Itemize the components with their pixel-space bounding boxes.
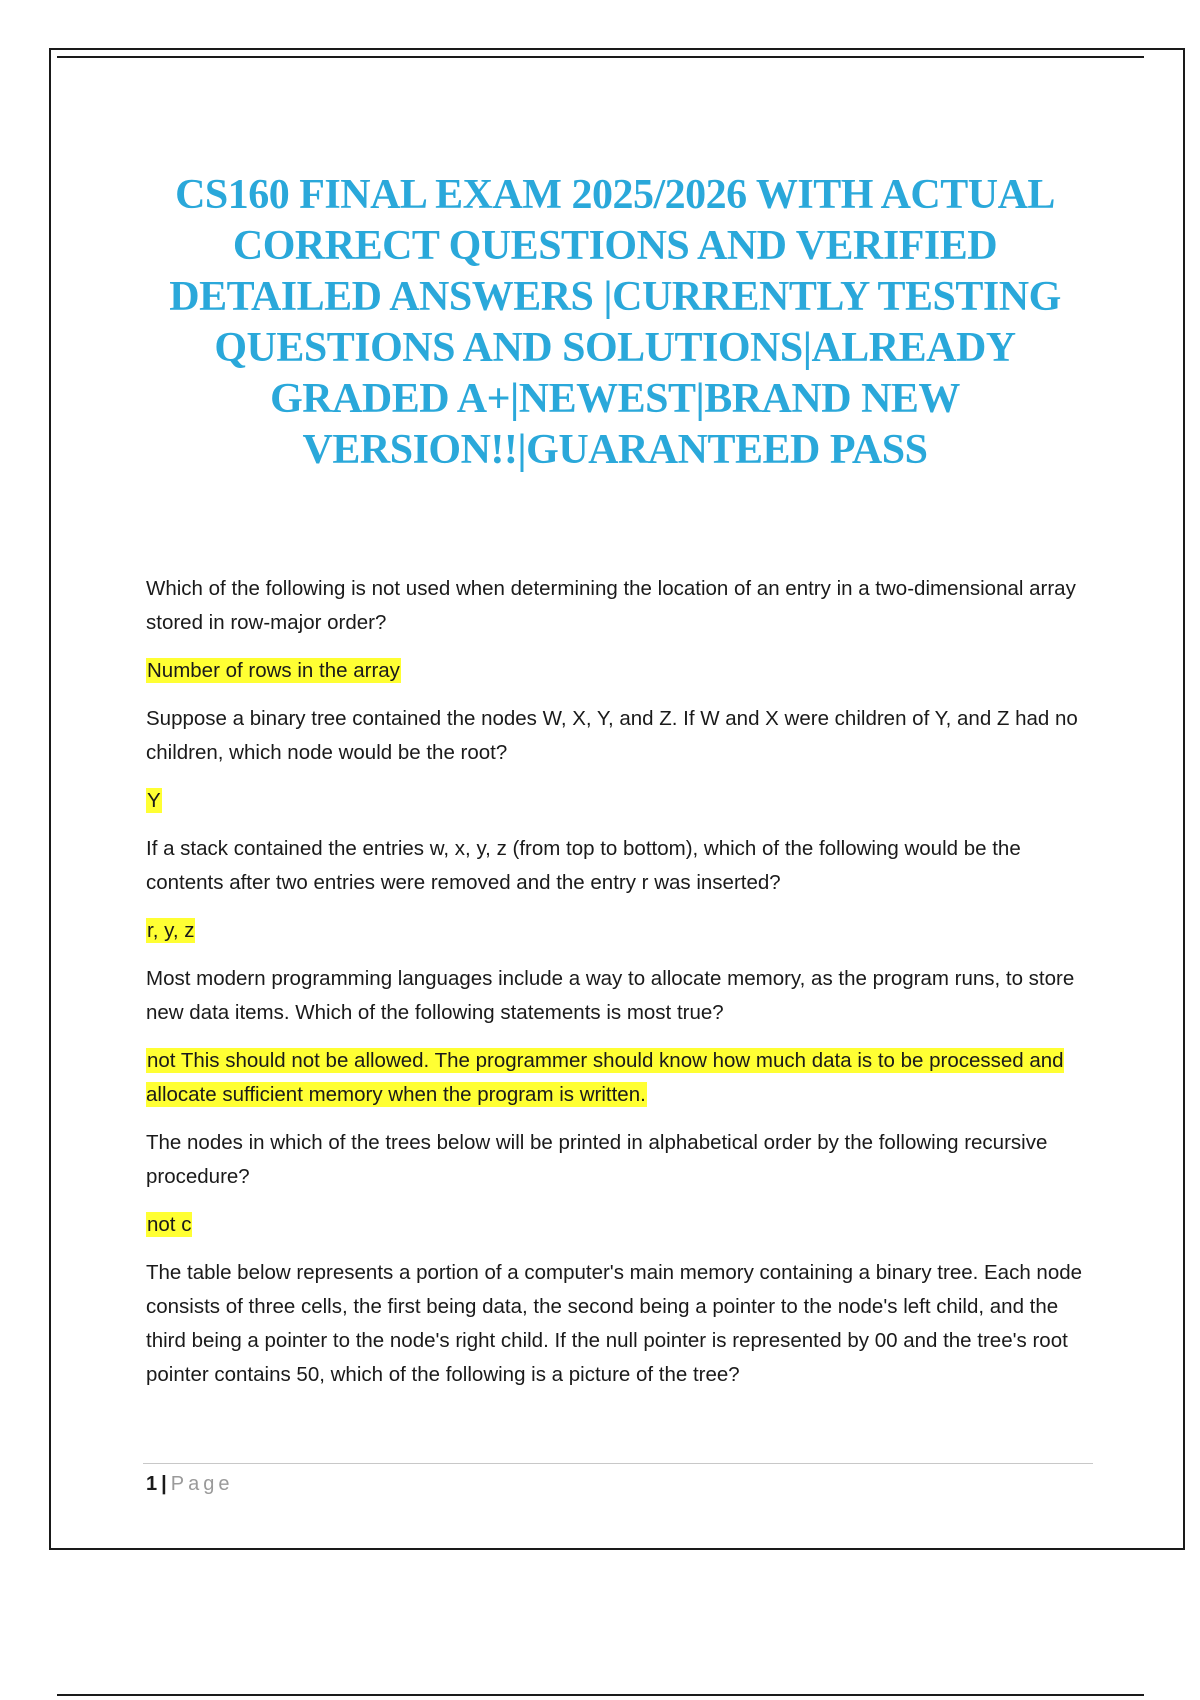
answer-highlight: not c bbox=[147, 1213, 192, 1236]
qa-item bbox=[146, 572, 1096, 688]
answer-text bbox=[146, 914, 1096, 948]
document-title: CS160 FINAL EXAM 2025/2026 WITH ACTUAL CORRECT QUESTIONS AND VERIFIED DETAILED ANSWERS |CURRENTLY TESTING QUESTIONS AND SOLUTIONS|ALREADY GRADED A+|NEWEST|BRAND NEW VERSION!!|GUARANTEED PASS bbox=[169, 172, 1061, 473]
qa-item bbox=[146, 1126, 1096, 1242]
qa-item bbox=[146, 702, 1096, 818]
question-text: Suppose a binary tree contained the nodes W, X, Y, and Z. If W and X were children of Y, and Z had no children, which node would be the root? bbox=[146, 707, 1078, 764]
answer-highlight: r, y, z bbox=[147, 919, 195, 942]
footer-rule bbox=[143, 1463, 1093, 1464]
bottom-rule bbox=[57, 1694, 1144, 1696]
qa-content bbox=[146, 572, 1096, 1406]
footer-separator: | bbox=[161, 1473, 167, 1495]
answer-highlight: not This should not be allowed. The programmer should know how much data is to be processed and allocate sufficient memory when the program is written. bbox=[146, 1049, 1064, 1106]
answer-text bbox=[146, 654, 1096, 688]
page-label: Page bbox=[170, 1473, 234, 1495]
question-text: Which of the following is not used when determining the location of an entry in a two-dimensional array stored in row-major order? bbox=[146, 577, 1076, 634]
page-number: 1 bbox=[146, 1473, 158, 1495]
last-question-text: The table below represents a portion of a computer's main memory containing a binary tree. Each node consists of three cells, the first being data, the second being a pointer to the node's left child, and the third being a pointer to the node's right child. If the null pointer is represented by 00 and the tree's root pointer contains 50, which of the following is a picture of the tree? bbox=[146, 1261, 1083, 1386]
answer-text bbox=[146, 1208, 1096, 1242]
question-text: If a stack contained the entries w, x, y, z (from top to bottom), which of the following would be the contents after two entries were removed and the entry r was inserted? bbox=[146, 837, 1021, 894]
top-rule bbox=[57, 56, 1144, 58]
answer-highlight: Number of rows in the array bbox=[147, 659, 400, 682]
answer-text bbox=[146, 1044, 1096, 1112]
answer-highlight: Y bbox=[147, 789, 161, 812]
question-text: The nodes in which of the trees below will be printed in alphabetical order by the following recursive procedure? bbox=[146, 1131, 1048, 1188]
qa-item bbox=[146, 962, 1096, 1112]
page-footer bbox=[146, 1470, 233, 1498]
answer-text bbox=[146, 784, 1096, 818]
question-text: Most modern programming languages include a way to allocate memory, as the program runs, to store new data items. Which of the following statements is most true? bbox=[146, 967, 1075, 1024]
qa-item bbox=[146, 832, 1096, 948]
